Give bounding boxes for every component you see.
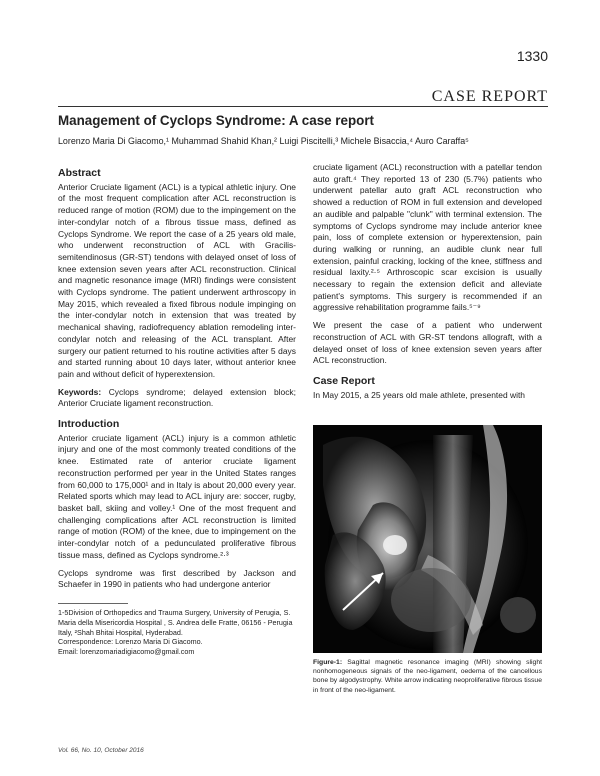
introduction-paragraph-1: Anterior cruciate ligament (ACL) injury is a common athletic injury and one of the most commonly treated conditions of the knee. Estimated rate of anterior cruciate ligament reconstruction performed per year in the United States ranges from 60,000 to 175,000¹ and in Italy is about 20,000 every year. Related sports which may lead to ACL injury are: soccer, rugby, basket ball, skiing and volley.¹ One of the most frequent and challenging complications after ACL reconstruction is limited range of motion (ROM) of the knee, due to impingement on the inter-condylar notch of a pedunculated proliferative fibrous tissue mass, defined as Cyclops syndrome.²·³ bbox=[58, 432, 296, 560]
introduction-paragraph-2: Cyclops syndrome was first described by Jackson and Schaefer in 1990 in patients who had undergone anterior bbox=[58, 567, 296, 590]
volume-info: Vol. 66, No. 10, October 2016 bbox=[58, 747, 144, 754]
introduction-heading: Introduction bbox=[58, 418, 120, 431]
author-list: Lorenzo Maria Di Giacomo,¹ Muhammad Shahid Khan,² Luigi Piscitelli,³ Michele Bisaccia,⁴ Auro Caraffa⁵ bbox=[58, 136, 469, 146]
page-number: 1330 bbox=[516, 48, 548, 64]
keywords bbox=[58, 387, 296, 410]
header-rule bbox=[58, 106, 548, 107]
keywords-text: Cyclops syndrome; delayed extension block; Anterior Cruciate ligament reconstruction. bbox=[58, 386, 296, 409]
right-paragraph-2: We present the case of a patient who underwent reconstruction of ACL with GR-ST tendons allograft, with a delayed onset of loss of knee extension seven years after ACL reconstruction. bbox=[313, 320, 542, 366]
mri-figure-image bbox=[313, 425, 542, 653]
keywords-label: Keywords: bbox=[58, 386, 102, 397]
abstract-text: Anterior Cruciate ligament (ACL) is a typical athletic injury. One of the most frequent complication after ACL reconstruction is reduced range of motion (ROM) due to the impingement on the inter-condylar notch of a fibrous tissue mass, defined as Cyclops Syndrome. We report the case of a 25 years old male, who underwent reconstruction of ACL with Gracilis-semitendinosus (GR-ST) tendons with delayed onset of loss of knee extension seven years after ACL reconstruction. Clinical and magnetic resonance image (MRI) findings were consistent with Cyclops syndrome. The patient underwent arthroscopy in May 2015, which revealed a fixed fibrous nodule impinging on the inter-condylar notch in extension that was treated by mechanical shaving, radiofrequency ablation remodeling inter-condylar notch and releasing of the ACL transplant. After surgery our patient returned to his routine activities after 5 days and started running about 10 days later, without anterior knee pain and without deficit of hyperextension. bbox=[58, 181, 296, 379]
email-footnote: Email: lorenzomariadigiacomo@gmail.com bbox=[58, 647, 195, 657]
section-label: CASE REPORT bbox=[431, 88, 548, 105]
figure-caption-text: Sagittal magnetic resonance imaging (MRI) showing slight nonhomogeneous signals of the neo-ligament, oedema of the cancellous bone by algodystrophy. White arrow indicating neoproliferative fibrous tissue in front of the neo-ligament. bbox=[313, 659, 542, 694]
footnote-rule bbox=[58, 603, 128, 604]
abstract-heading: Abstract bbox=[58, 167, 101, 179]
right-column bbox=[313, 162, 542, 401]
figure-label: Figure-1: bbox=[313, 659, 343, 666]
affiliations-footnote: 1-5Division of Orthopedics and Trauma Surgery, University of Perugia, S. Maria della Misericordia Hospital , S. Andrea delle Fratte, 06156 - Perugia Italy, ²Shah Bhitai Hospital, Hyderabad. bbox=[58, 607, 293, 637]
figure-caption bbox=[313, 658, 542, 695]
case-report-text: In May 2015, a 25 years old male athlete, presented with bbox=[313, 389, 526, 400]
article-title: Management of Cyclops Syndrome: A case report bbox=[58, 113, 374, 128]
correspondence-footnote: Correspondence: Lorenzo Maria Di Giacomo. bbox=[58, 637, 203, 647]
case-report-heading: Case Report bbox=[313, 374, 375, 387]
right-paragraph-1: cruciate ligament (ACL) reconstruction with a patellar tendon auto graft.⁴ They reported 13 of 230 (5.7%) patients who underwent patellar auto graft ACL reconstruction who showed a reduction of ROM in full extension and developed an audible and palpable "clunk" with terminal extension. The symptoms of Cyclops syndrome may include anterior knee pain, loss of complete extension or hyperextension, pain during walking or running, an audible clunk near full extension, painful cracking, locking of the knee, stiffness and residual laxity.²·⁵ Arthroscopic scar excision is usually necessary to regain the extension deficit and alleviate patient's symptoms. This surgery is recommended if an aggressive rehabilitation programme fails.⁵⁻⁹ bbox=[313, 162, 542, 313]
left-column bbox=[58, 168, 296, 657]
